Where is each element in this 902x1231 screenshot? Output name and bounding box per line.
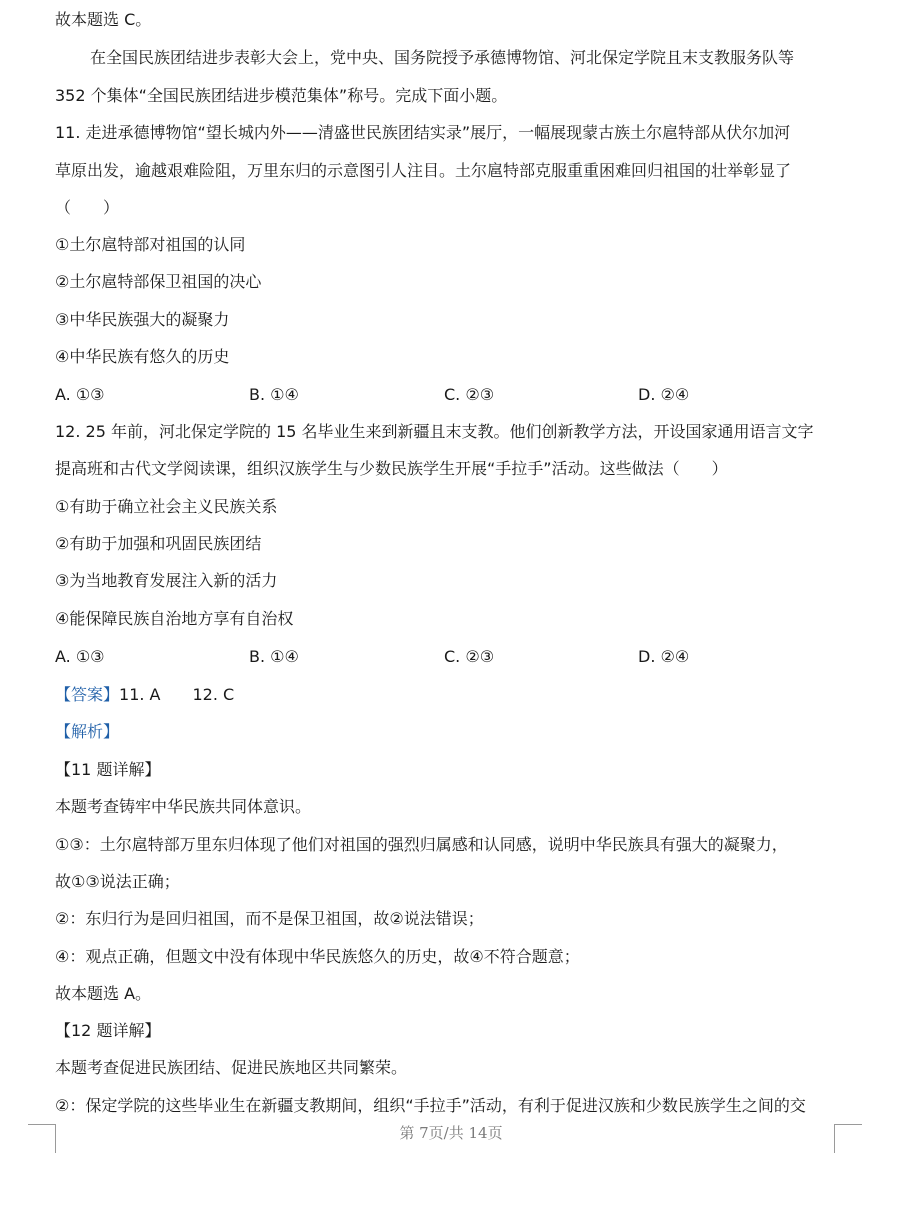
question-11-stem: 草原出发，逾越艰难险阻，万里东归的示意图引人注目。土尔扈特部克服重重困难回归祖国的壮举彰显了 [55, 161, 792, 180]
option-a: A. ①③ [55, 647, 105, 666]
question-12-options [55, 647, 815, 669]
detail-12-line: ②：保定学院的这些毕业生在新疆支教期间，组织“手拉手”活动，有利于促进汉族和少数民族学生之间的交 [55, 1096, 806, 1115]
option-c: C. ②③ [444, 385, 495, 404]
detail-11-line: ④：观点正确，但题文中没有体现中华民族悠久的历史，故④不符合题意； [55, 947, 580, 966]
option-c: C. ②③ [444, 647, 495, 666]
page-number: 第 7页/共 14页 [399, 1124, 503, 1142]
answer-line [55, 685, 234, 705]
option-a: A. ①③ [55, 385, 105, 404]
analysis-tag: 【解析】 [55, 722, 120, 741]
question-12-statement: ②有助于加强和巩固民族团结 [55, 534, 262, 553]
detail-11-line: ②：东归行为是回归祖国，而不是保卫祖国，故②说法错误； [55, 909, 484, 928]
question-11-options [55, 385, 815, 407]
detail-11-heading: 【11 题详解】 [55, 760, 161, 779]
option-d: D. ②④ [638, 647, 690, 666]
question-11-statement: ④中华民族有悠久的历史 [55, 347, 230, 366]
detail-11-line: 故本题选 A。 [55, 984, 152, 1003]
detail-12-heading: 【12 题详解】 [55, 1021, 161, 1040]
option-b: B. ①④ [249, 647, 299, 666]
intro-paragraph-line: 352 个集体“全国民族团结进步模范集体”称号。完成下面小题。 [55, 86, 508, 105]
question-11-statement: ②土尔扈特部保卫祖国的决心 [55, 272, 262, 291]
intro-paragraph-line: 在全国民族团结进步表彰大会上，党中央、国务院授予承德博物馆、河北保定学院且末支教服务队等 [90, 48, 795, 67]
question-12-statement: ④能保障民族自治地方享有自治权 [55, 609, 294, 628]
question-12-stem: 提高班和古代文学阅读课，组织汉族学生与少数民族学生开展“手拉手”活动。这些做法（ ） [55, 459, 728, 478]
question-11-statement: ③中华民族强大的凝聚力 [55, 310, 230, 329]
question-12-statement: ③为当地教育发展注入新的活力 [55, 571, 278, 590]
option-d: D. ②④ [638, 385, 690, 404]
answer-text: 11. A 12. C [119, 685, 235, 704]
detail-12-line: 本题考查促进民族团结、促进民族地区共同繁荣。 [55, 1058, 408, 1077]
detail-11-line: ①③：土尔扈特部万里东归体现了他们对祖国的强烈归属感和认同感，说明中华民族具有强大的凝聚力， [55, 835, 788, 854]
question-11-blank: （ ） [55, 198, 120, 217]
detail-11-line: 本题考查铸牢中华民族共同体意识。 [55, 797, 312, 816]
detail-11-line: 故①③说法正确； [55, 872, 180, 891]
option-b: B. ①④ [249, 385, 299, 404]
text-line: 故本题选 C。 [55, 10, 152, 29]
answer-tag: 【答案】 [55, 685, 120, 704]
question-11-statement: ①土尔扈特部对祖国的认同 [55, 235, 246, 254]
question-12-statement: ①有助于确立社会主义民族关系 [55, 497, 278, 516]
question-11-stem: 11. 走进承德博物馆“望长城内外——清盛世民族团结实录”展厅，一幅展现蒙古族土尔扈特部从伏尔加河 [55, 123, 791, 142]
question-12-stem: 12. 25 年前，河北保定学院的 15 名毕业生来到新疆且末支教。他们创新教学方法，开设国家通用语言文字 [55, 422, 814, 441]
